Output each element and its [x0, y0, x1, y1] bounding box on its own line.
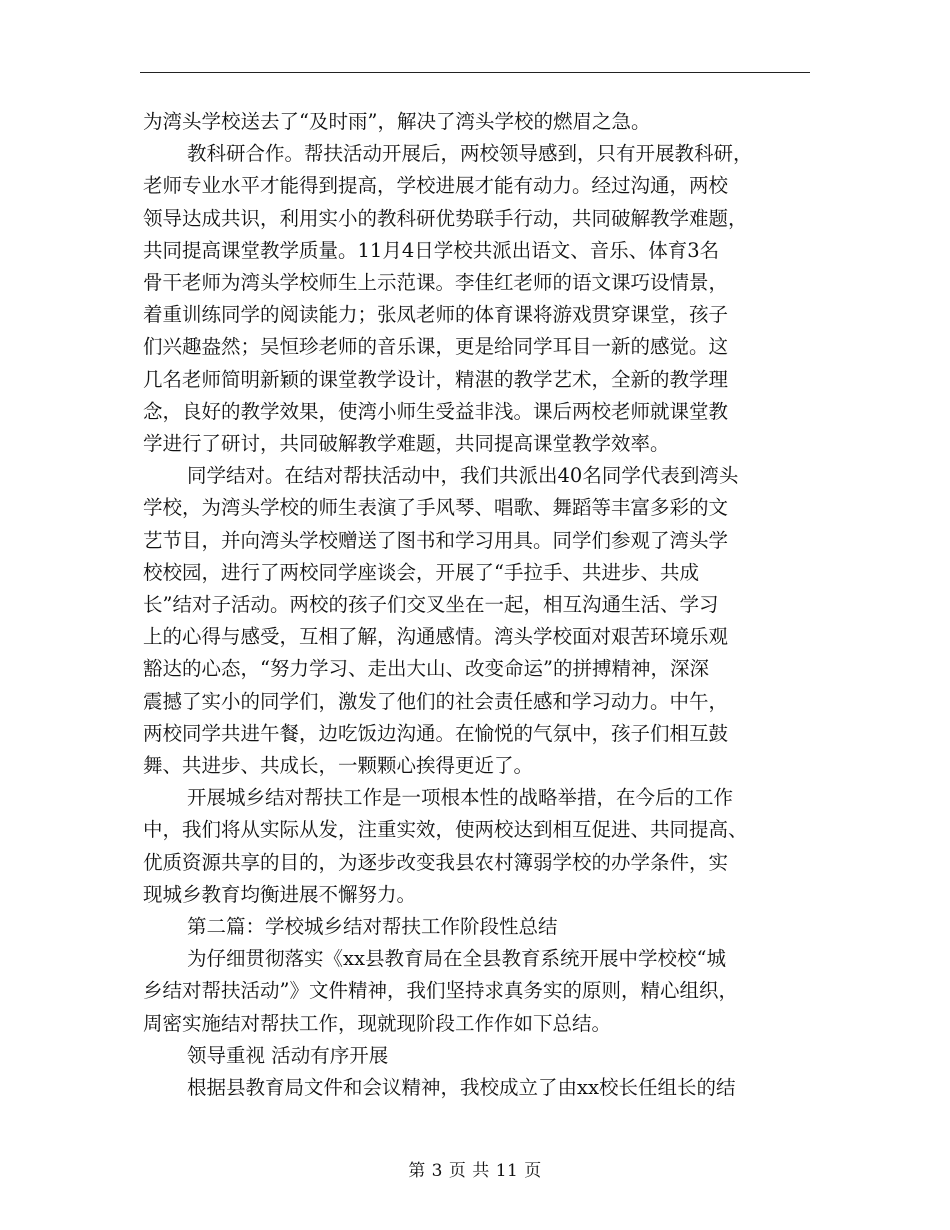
header-rule [140, 72, 810, 73]
paragraph [143, 460, 809, 782]
text-line: 周密实施结对帮扶工作，现就现阶段工作作如下总结。 [143, 1011, 612, 1035]
text-line: 现城乡教育均衡进展不懈努力。 [143, 882, 417, 906]
paragraph [143, 1072, 809, 1104]
text-line: 同学结对。在结对帮扶活动中，我们共派出40名同学代表到湾头 [187, 464, 739, 488]
page-footer: 第 3 页 共 11 页 [408, 1161, 542, 1181]
text-line: 骨干老师为湾头学校师生上示范课。李佳红老师的语文课巧设情景， [143, 271, 729, 295]
text-line: 两校同学共进午餐，边吃饭边沟通。在愉悦的气氛中，孩子们相互鼓 [143, 721, 729, 745]
text-line: 艺节目，并向湾头学校赠送了图书和学习用具。同学们参观了湾头学 [143, 528, 729, 552]
text-line: 上的心得与感受，互相了解，沟通感情。湾头学校面对艰苦环境乐观 [143, 625, 729, 649]
text-line: 第二篇：学校城乡结对帮扶工作阶段性总结 [187, 915, 558, 939]
text-line: 学校，为湾头学校的师生表演了手风琴、唱歌、舞蹈等丰富多彩的文 [143, 496, 729, 520]
paragraph [143, 106, 809, 138]
text-line: 长”结对子活动。两校的孩子们交叉坐在一起，相互沟通生活、学习 [143, 593, 719, 617]
document-body [143, 106, 809, 1104]
text-line: 根据县教育局文件和会议精神，我校成立了由xx校长任组长的结 [187, 1076, 736, 1100]
text-line: 学进行了研讨，共同破解教学难题，共同提高课堂教学效率。 [143, 432, 670, 456]
text-line: 豁达的心态，“努力学习、走出大山、改变命运”的拼搏精神，深深 [143, 657, 709, 681]
text-line: 舞、共进步、共成长，一颗颗心挨得更近了。 [143, 754, 534, 778]
text-line: 校校园，进行了两校同学座谈会，开展了“手拉手、共进步、共成 [143, 560, 699, 584]
text-line: 们兴趣盎然；吴恒珍老师的音乐课，更是给同学耳目一新的感觉。这 [143, 335, 729, 359]
text-line: 念，良好的教学效果，使湾小师生受益非浅。课后两校老师就课堂教 [143, 399, 729, 423]
paragraph [143, 1040, 809, 1072]
text-line: 为湾头学校送去了“及时雨”，解决了湾头学校的燃眉之急。 [143, 110, 651, 133]
text-line: 震撼了实小的同学们，激发了他们的社会责任感和学习动力。中午， [143, 689, 729, 713]
text-line: 共同提高课堂教学质量。11月4日学校共派出语文、音乐、体育3名 [143, 238, 720, 262]
text-line: 乡结对帮扶活动”》文件精神，我们坚持求真务实的原则，精心组织， [143, 979, 738, 1003]
text-line: 领导达成共识，利用实小的教科研优势联手行动，共同破解教学难题， [143, 206, 748, 230]
paragraph [143, 782, 809, 911]
text-line: 中，我们将从实际从发，注重实效，使两校达到相互促进、共同提高、 [143, 818, 748, 842]
text-line: 老师专业水平才能得到提高，学校进展才能有动力。经过沟通，两校 [143, 174, 729, 198]
text-line: 为仔细贯彻落实《xx县教育局在全县教育系统开展中学校校“城 [187, 947, 726, 971]
text-line: 优质资源共享的目的，为逐步改变我县农村簿弱学校的办学条件，实 [143, 850, 729, 874]
text-line: 教科研合作。帮扶活动开展后，两校领导感到，只有开展教科研， [187, 142, 753, 166]
text-line: 开展城乡结对帮扶工作是一项根本性的战略举措，在今后的工作 [187, 786, 734, 810]
paragraph [143, 943, 809, 1040]
text-line: 着重训练同学的阅读能力；张凤老师的体育课将游戏贯穿课堂，孩子 [143, 303, 729, 327]
paragraph [143, 138, 809, 460]
text-line: 几名老师简明新颖的课堂教学设计，精湛的教学艺术，全新的教学理 [143, 367, 729, 391]
paragraph [143, 911, 809, 943]
text-line: 领导重视 活动有序开展 [187, 1043, 389, 1067]
